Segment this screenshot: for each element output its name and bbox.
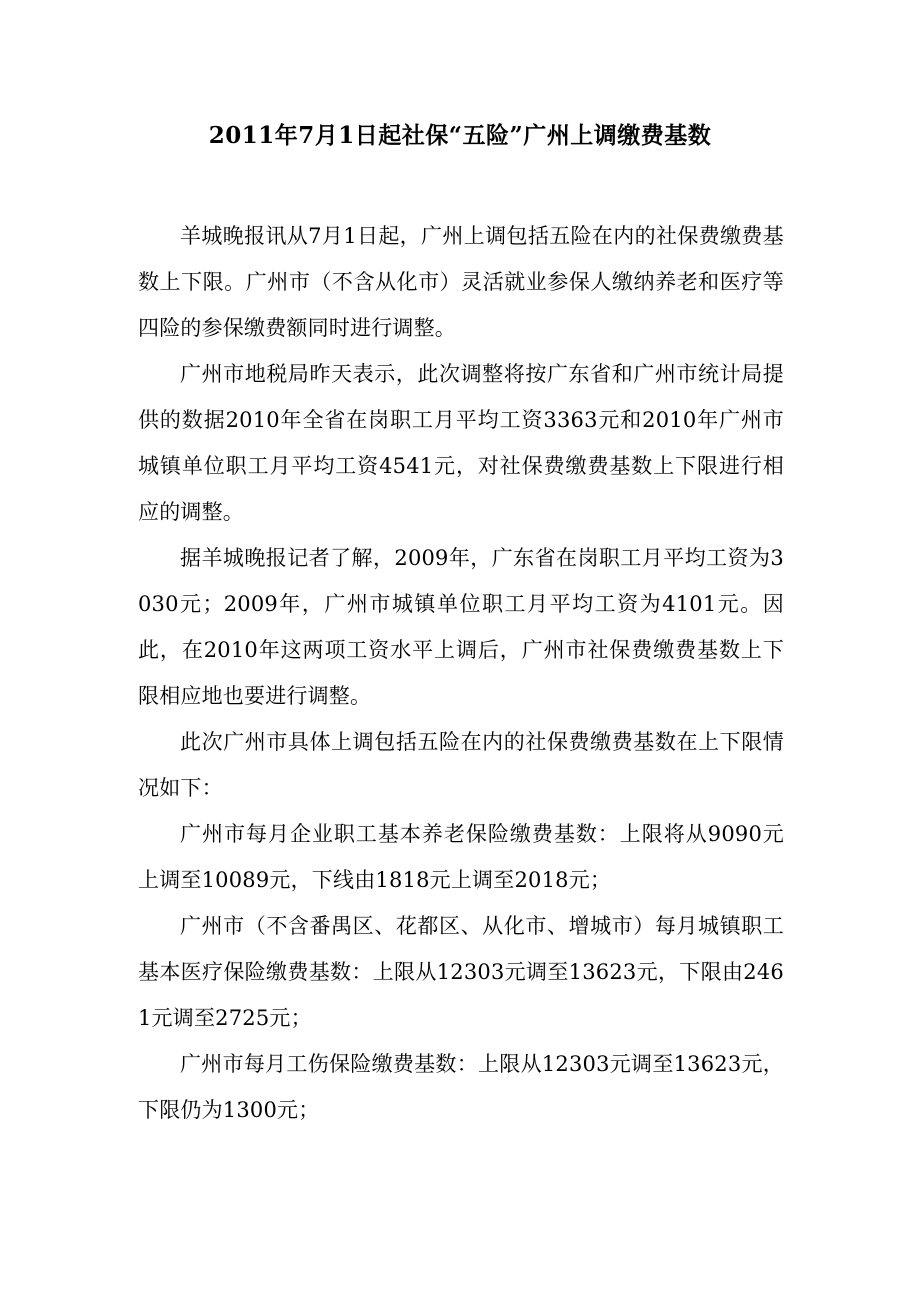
paragraph-3: 据羊城晚报记者了解，2009年，广东省在岗职工月平均工资为3030元；2009年，广州市城镇单位职工月平均工资为4101元。因此，在2010年这两项工资水平上调后，广州市社保费缴费基数上下限相应地也要进行调整。 — [138, 546, 784, 708]
paragraph-2: 广州市地税局昨天表示，此次调整将按广东省和广州市统计局提供的数据2010年全省在岗职工月平均工资3363元和2010年广州市城镇单位职工月平均工资4541元，对社保费缴费基数上下限进行相应的调整。 — [138, 362, 784, 524]
paragraph-6: 广州市（不含番禺区、花都区、从化市、增城市）每月城镇职工基本医疗保险缴费基数：上限从12303元调至13623元，下限由2461元调至2725元； — [138, 914, 784, 1030]
paragraph-5: 广州市每月企业职工基本养老保险缴费基数：上限将从9090元上调至10089元，下线由1818元上调至2018元； — [138, 822, 784, 892]
paragraph-1: 羊城晚报讯从7月1日起，广州上调包括五险在内的社保费缴费基数上下限。广州市（不含从化市）灵活就业参保人缴纳养老和医疗等四险的参保缴费额同时进行调整。 — [138, 224, 784, 340]
paragraph-7: 广州市每月工伤保险缴费基数：上限从12303元调至13623元，下限仍为1300元； — [138, 1052, 784, 1122]
document-title: 2011年7月1日起社保“五险”广州上调缴费基数 — [208, 122, 712, 149]
paragraph-4: 此次广州市具体上调包括五险在内的社保费缴费基数在上下限情况如下： — [138, 730, 784, 800]
document-body — [138, 213, 784, 1133]
